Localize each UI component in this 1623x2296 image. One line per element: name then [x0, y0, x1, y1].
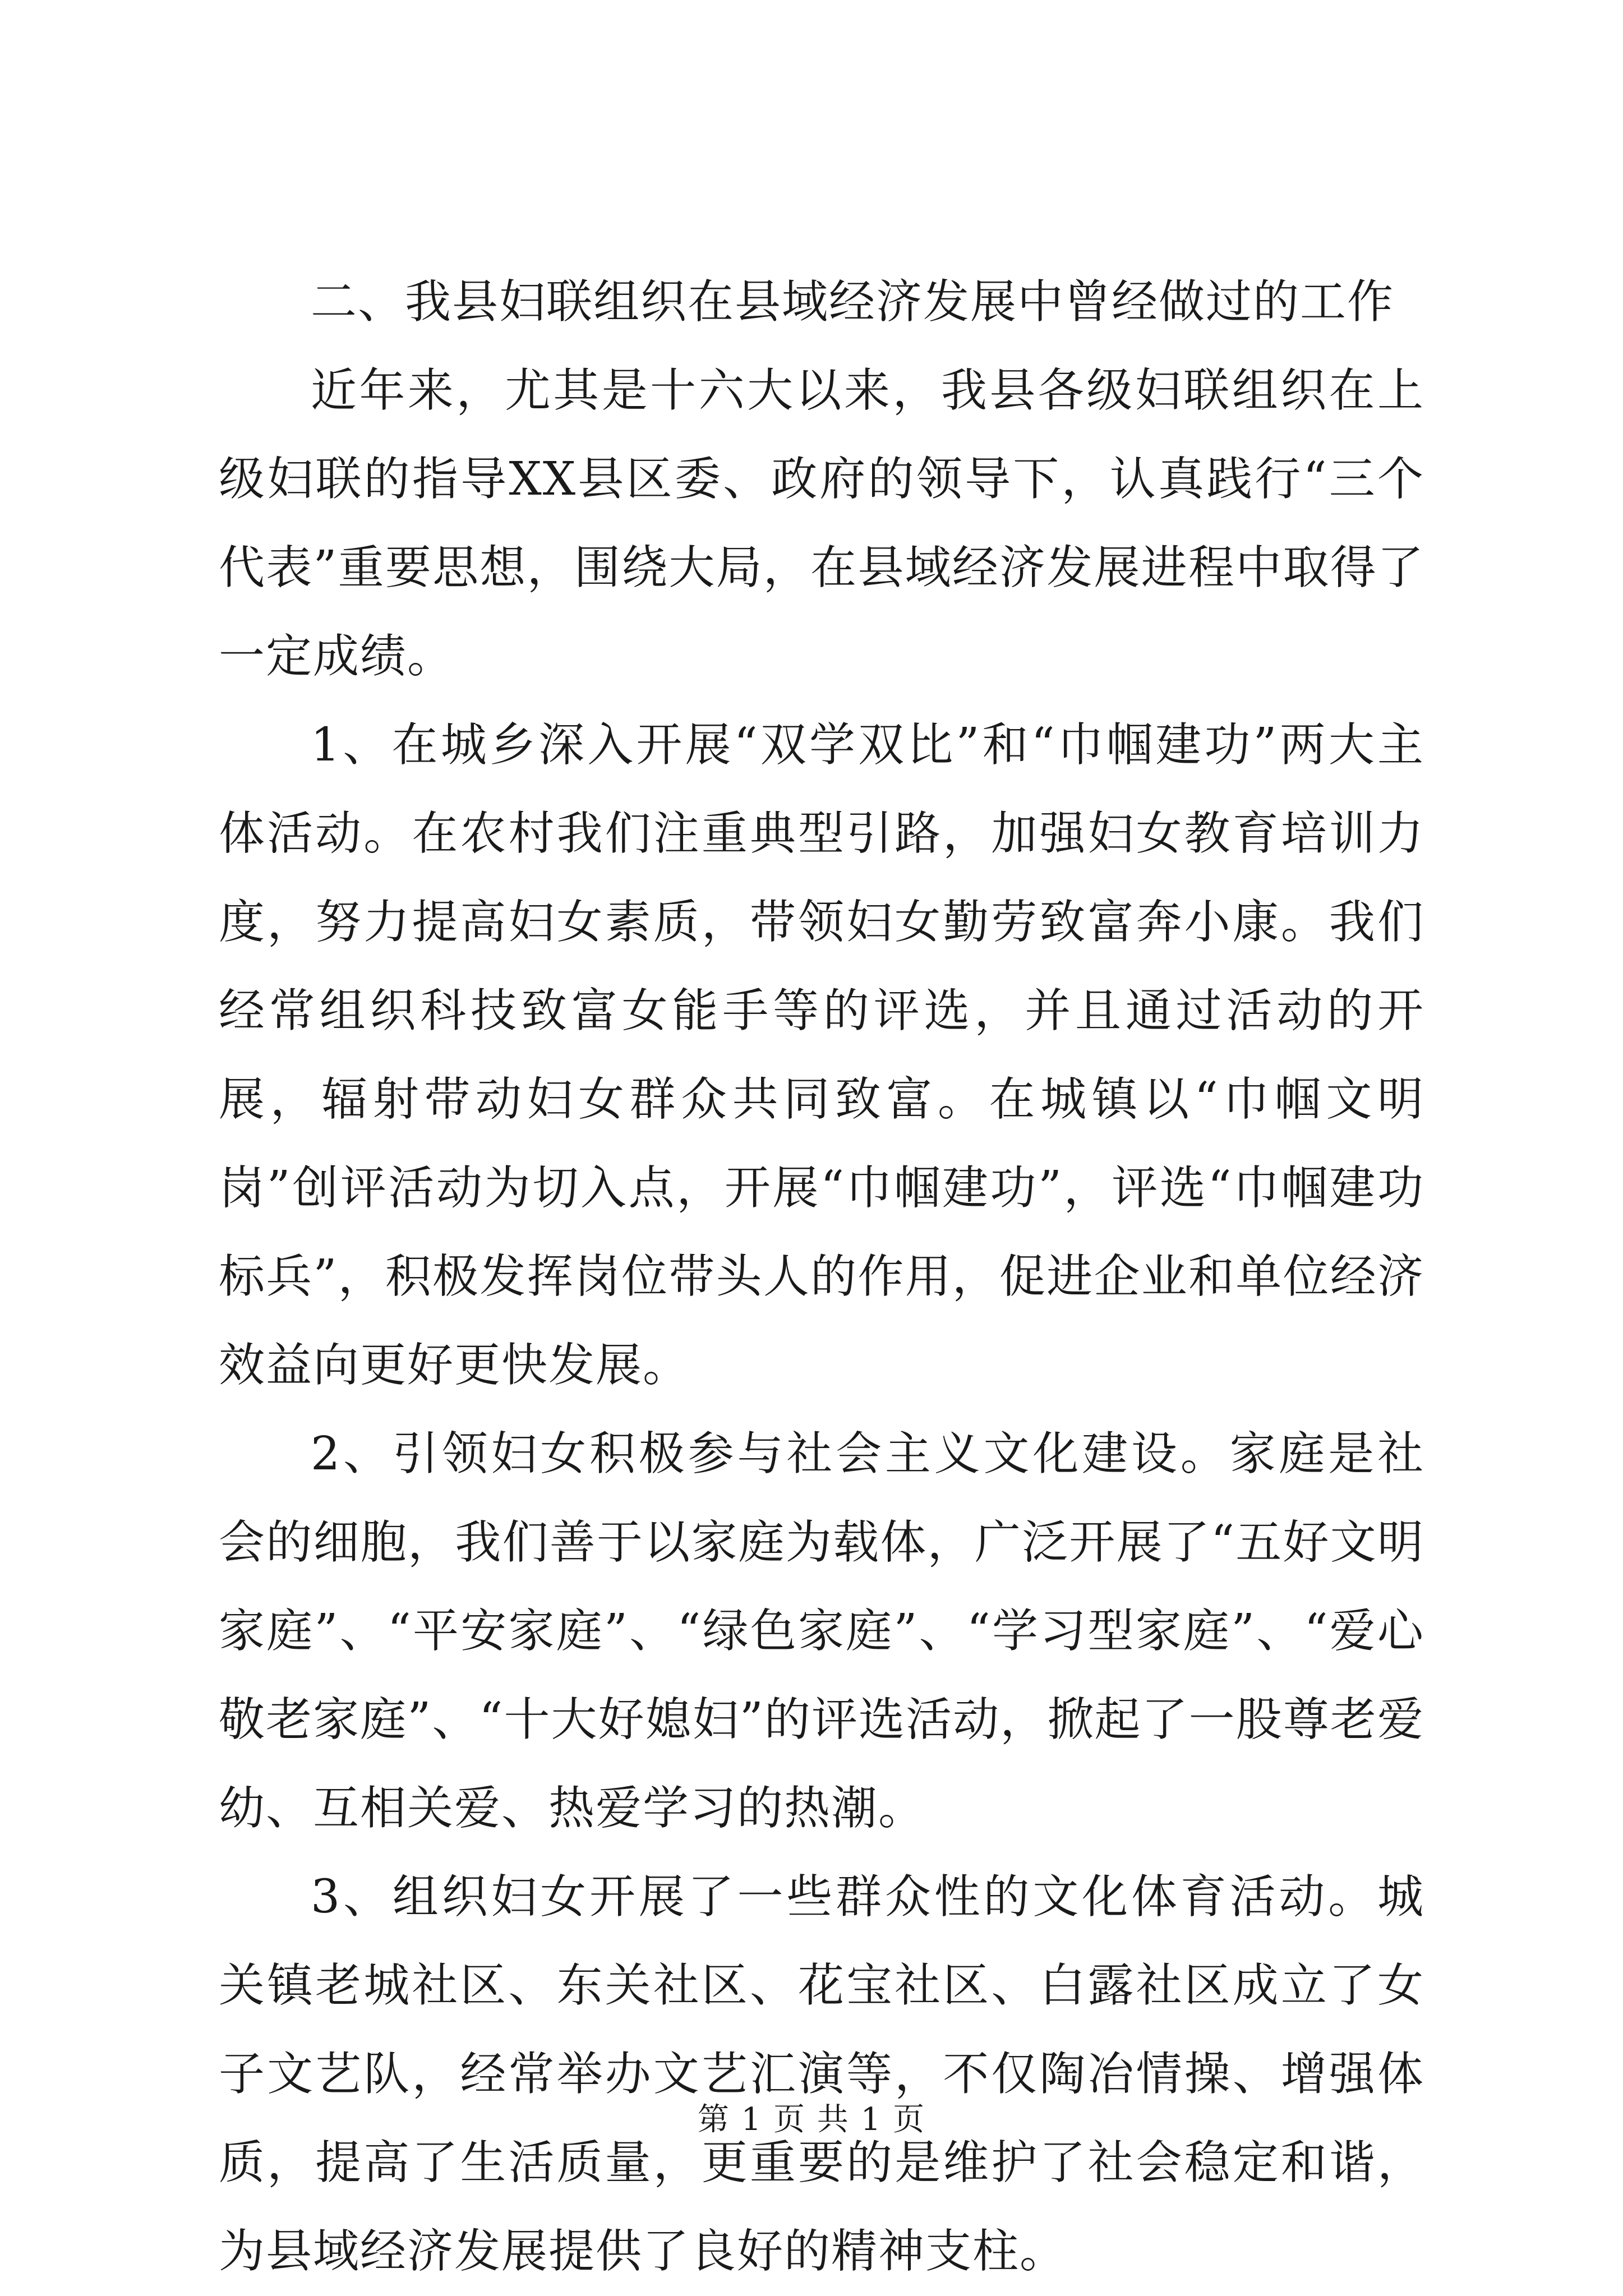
document-body	[219, 258, 1424, 2296]
page-footer: 第 1 页 共 1 页	[697, 2101, 926, 2138]
paragraph-intro: 近年来，尤其是十六大以来，我县各级妇联组织在上级妇联的指导XX县区委、政府的领导下，认真践行“三个代表”重要思想，围绕大局，在县域经济发展进程中取得了一定成绩。	[219, 364, 1424, 683]
paragraph-item-2: 2、引领妇女积极参与社会主义文化建设。家庭是社会的细胞，我们善于以家庭为载体，广泛开展了“五好文明家庭”、“平安家庭”、“绿色家庭”、“学习型家庭”、“爱心敬老家庭”、“十大好媳妇”的评选活动，掀起了一股尊老爱幼、互相关爱、热爱学习的热潮。	[219, 1427, 1424, 1835]
paragraph-item-1: 1、在城乡深入开展“双学双比”和“巾帼建功”两大主体活动。在农村我们注重典型引路，加强妇女教育培训力度，努力提高妇女素质，带领妇女勤劳致富奔小康。我们经常组织科技致富女能手等的评选，并且通过活动的开展，辐射带动妇女群众共同致富。在城镇以“巾帼文明岗”创评活动为切入点，开展“巾帼建功”，评选“巾帼建功标兵”，积极发挥岗位带头人的作用，促进企业和单位经济效益向更好更快发展。	[219, 718, 1424, 1392]
section-heading: 二、我县妇联组织在县域经济发展中曾经做过的工作	[311, 275, 1395, 329]
paragraph-item-3: 3、组织妇女开展了一些群众性的文化体育活动。城关镇老城社区、东关社区、花宝社区、白露社区成立了女子文艺队，经常举办文艺汇演等，不仅陶冶情操、增强体质，提高了生活质量，更重要的是维护了社会稳定和谐，为县域经济发展提供了良好的精神支柱。	[219, 1870, 1424, 2278]
